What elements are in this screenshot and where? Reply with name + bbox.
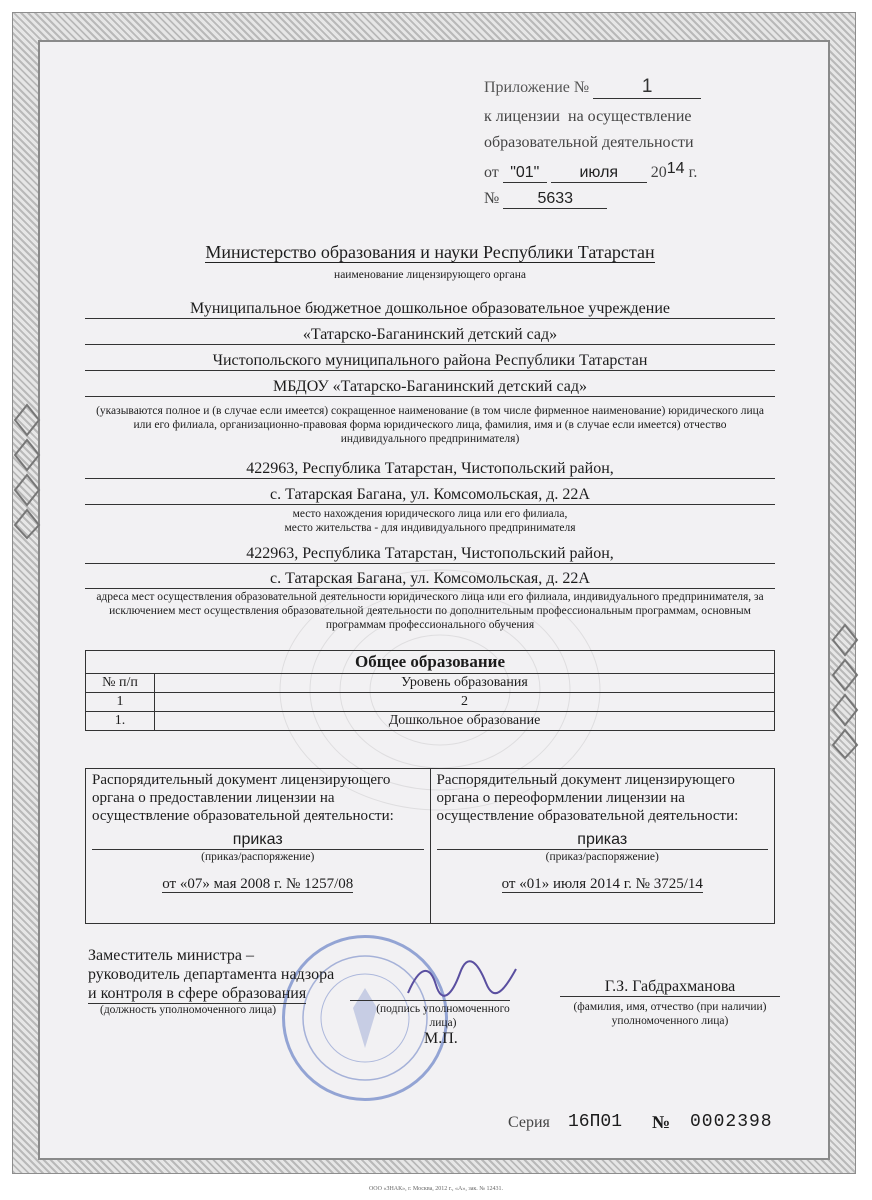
- position-caption: (должность уполномоченного лица): [100, 1004, 277, 1016]
- location-line: 422963, Республика Татарстан, Чистопольский район,: [85, 460, 775, 479]
- row-level: Дошкольное образование: [155, 712, 775, 731]
- grant-document-caption: (приказ/распоряжение): [201, 851, 315, 863]
- blank-number-sign: №: [652, 1112, 671, 1132]
- location-caption: место нахождения юридического лица или его филиала,: [292, 508, 568, 520]
- reissue-document-caption: (приказ/распоряжение): [545, 851, 659, 863]
- signatory-name: Г.З. Габдрахманова: [560, 978, 780, 997]
- location-line: с. Татарская Багана, ул. Комсомольская, д. 22А: [85, 486, 775, 505]
- signature-line: [350, 1000, 510, 1001]
- printer-imprint: ООО «ЗНАК», г. Москва, 2012 г., «А», зак. № 12431.: [368, 1186, 504, 1192]
- organization-caption: (указываются полное и (в случае если имеется) сокращенное наименование (в том числе фирменное наименование) юридического лица или его филиала, организационно-правовая форма юридического лица, фамилия, имя и (в случае если имеется) отчество индивидуального предпринимателя): [96, 405, 764, 445]
- date-month: июля: [551, 164, 647, 183]
- license-line-activity: образовательной деятельности: [484, 134, 694, 151]
- organization-short-name: МБДОУ «Татарско-Баганинский детский сад»: [85, 378, 775, 397]
- authority-caption: наименование лицензирующего органа: [334, 269, 526, 281]
- authority-name: Министерство образования и науки Республики Татарстан: [205, 242, 655, 262]
- education-table-title: Общее образование: [86, 651, 775, 674]
- date-year: 14: [666, 160, 685, 177]
- grant-document-cell: [86, 769, 431, 924]
- license-date: от "01" июля 2014 г.: [484, 160, 698, 181]
- knot-ornament-icon: [12, 400, 42, 540]
- blank-number-value: 0002398: [690, 1112, 773, 1132]
- documents-table: [85, 768, 775, 924]
- reissue-document-ref: от «01» июля 2014 г. № 3725/14: [501, 876, 703, 892]
- column-header-level: Уровень образования: [155, 674, 775, 693]
- series-label: Серия: [508, 1114, 550, 1131]
- table-index-row: [86, 693, 775, 712]
- signature-scribble-icon: [400, 955, 520, 1005]
- signature-caption: (подпись уполномоченного лица): [376, 1003, 510, 1029]
- appendix-label: Приложение № 1: [484, 76, 701, 99]
- table-title-row: [86, 651, 775, 674]
- appendix-number: 1: [593, 76, 701, 99]
- series-value: 16П01: [568, 1112, 623, 1132]
- license-number: 5633: [503, 190, 607, 209]
- reissue-document-heading: Распорядительный документ лицензирующего органа о переоформлении лицензии на осуществление образовательной деятельности:: [436, 772, 739, 824]
- activity-address-caption: адреса мест осуществления образовательной деятельности юридического лица или его филиала, индивидуального предпринимателя, за исключением мест осуществления образовательной деятельности по дополнительным профессиональным программам, основным программам профессионального обучения: [96, 591, 764, 631]
- license-number-row: № 5633: [484, 190, 607, 209]
- activity-address-line: с. Татарская Багана, ул. Комсомольская, д. 22А: [85, 570, 775, 589]
- license-line: к лицензии на осуществление: [484, 108, 692, 125]
- table-header-row: [86, 674, 775, 693]
- column-header-num: № п/п: [86, 674, 155, 693]
- grant-document-heading: Распорядительный документ лицензирующего органа о предоставлении лицензии на осуществление образовательной деятельности:: [92, 772, 394, 824]
- grant-document-ref: от «07» мая 2008 г. № 1257/08: [162, 876, 354, 892]
- index-cell: 1: [86, 693, 155, 712]
- education-table: [85, 650, 775, 731]
- location-caption: место жительства - для индивидуального предпринимателя: [284, 522, 576, 534]
- date-day: "01": [503, 164, 547, 183]
- grant-document-type: приказ: [92, 831, 424, 850]
- row-number: 1.: [86, 712, 155, 731]
- reissue-document-cell: [430, 769, 775, 924]
- organization-line: «Татарско-Баганинский детский сад»: [85, 326, 775, 345]
- index-cell: 2: [155, 693, 775, 712]
- seal-place: М.П.: [424, 1030, 458, 1047]
- organization-line: Муниципальное бюджетное дошкольное образовательное учреждение: [85, 300, 775, 319]
- activity-address-line: 422963, Республика Татарстан, Чистопольский район,: [85, 545, 775, 564]
- signatory-position: Заместитель министра – руководитель департамента надзора и контроля в сфере образования: [88, 947, 335, 1002]
- signatory-name-caption: (фамилия, имя, отчество (при наличии) уполномоченного лица): [573, 1001, 767, 1027]
- reissue-document-type: приказ: [437, 831, 769, 850]
- knot-ornament-icon: [830, 620, 860, 760]
- table-row: [86, 712, 775, 731]
- organization-line: Чистопольского муниципального района Республики Татарстан: [85, 352, 775, 371]
